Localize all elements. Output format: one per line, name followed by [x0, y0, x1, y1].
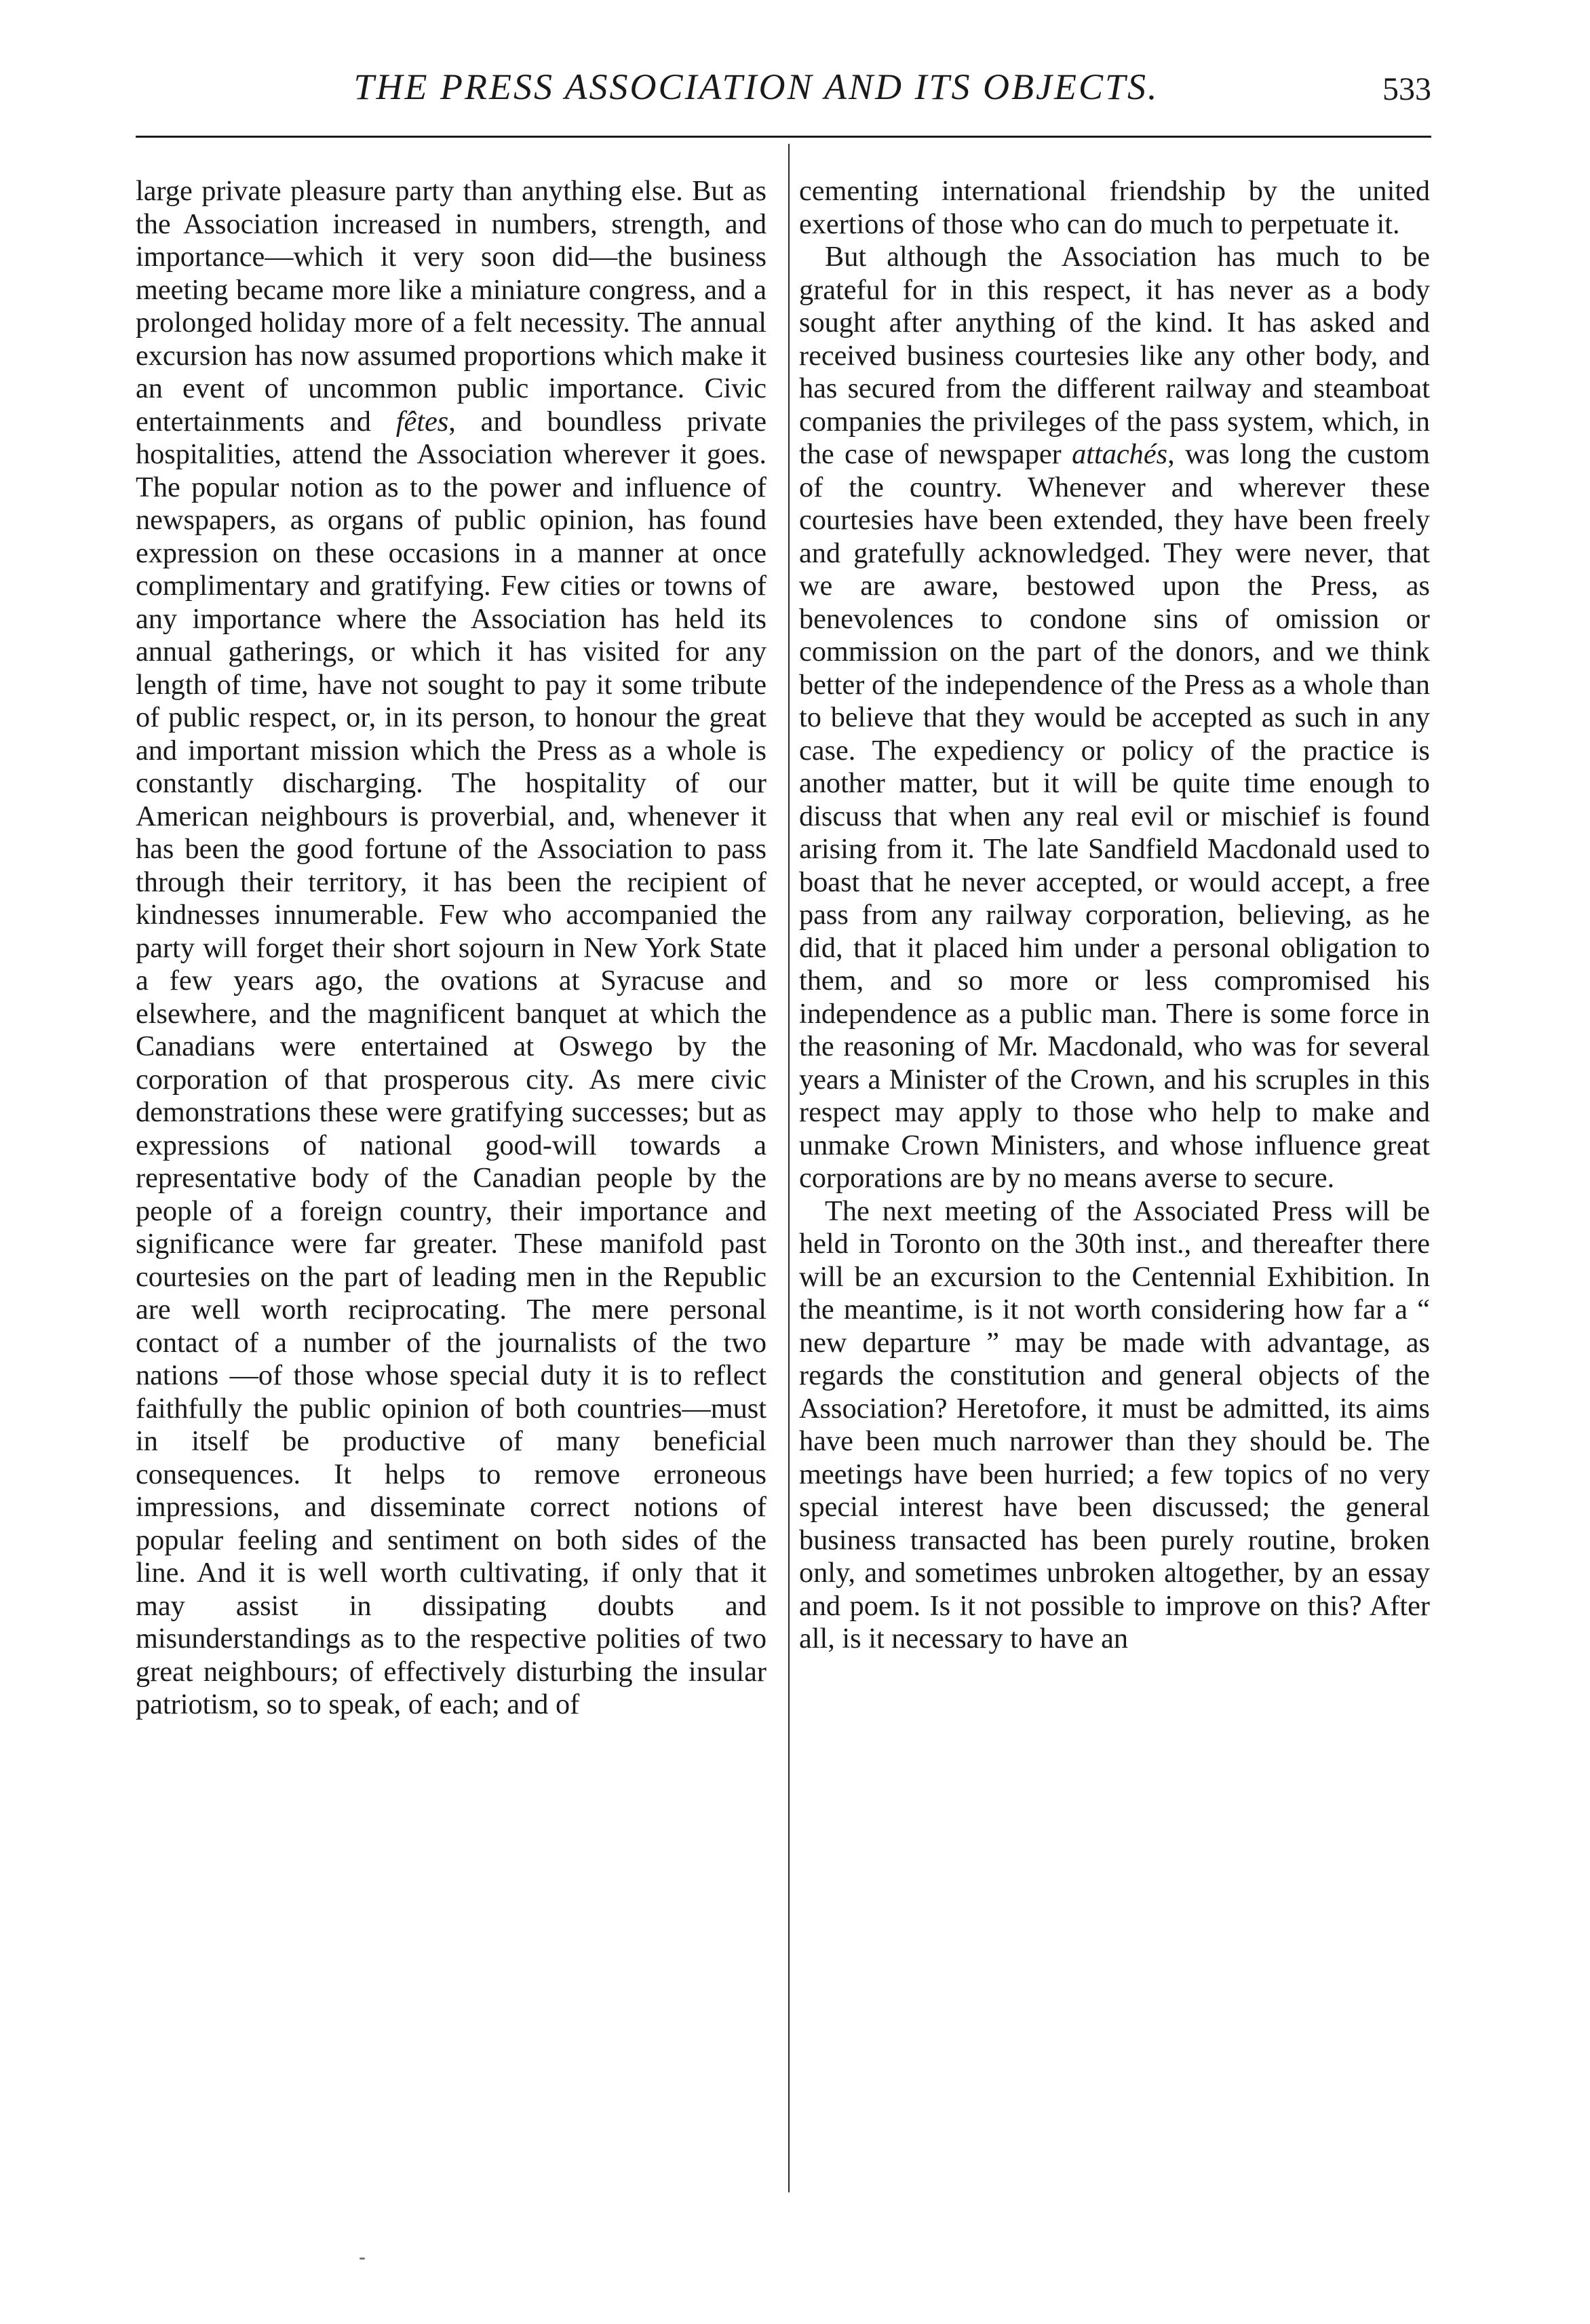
right-paragraph-1: cementing international friendship by the united exertions of those who can do much to perpetuate it. [799, 175, 1430, 240]
header-rule [136, 136, 1431, 138]
right-paragraph-2 [799, 241, 1430, 1195]
column-divider [788, 144, 790, 2192]
print-speck [360, 2258, 365, 2260]
right-paragraph-3: The next meeting of the Associated Press will be held in Toronto on the 30th inst., and thereafter there will be an excursion to the Centennial Exhibition. In the meantime, is it not worth considering how far a “ new departure ” may be made with advantage, as regards the constitution and general objects of the Association? Heretofore, it must be admitted, its aims have been much narrower than they should be. The meetings have been hurried; a few topics of no very special interest have been discussed; the general business transacted has been purely routine, broken only, and sometimes unbroken altogether, by an essay and poem. Is it not possible to improve on this? After all, is it necessary to have an [799, 1195, 1430, 1654]
right-column [799, 175, 1430, 1656]
page-number: 533 [1382, 71, 1431, 107]
running-title: THE PRESS ASSOCIATION AND ITS OBJECTS. [353, 66, 1159, 107]
left-p1-text-a: large private pleasure party than anything else. But as the Association increased in numbers, strength, and importance—which it very soon did—the business meeting became more like a miniature congress, and a prolonged holiday more of a felt necessity. The annual excursion has now assumed proportions which make it an event of uncommon public importance. Civic entertainments and [136, 175, 767, 438]
left-column [136, 175, 767, 1722]
left-p1-italic: fêtes [395, 405, 449, 438]
right-p2-text-a: But although the Association has much to be grateful for in this respect, it has never as a body sought after anything of the kind. It has asked and received business courtesies like any other body, and has secured from the different railway and steamboat companies the privileges of the pass system, which, in the case of newspaper [799, 241, 1430, 470]
left-p1-text-b: , and boundless private hospitalities, attend the Association wherever it goes. The popular notion as to the power and influence of newspapers, as organs of public opinion, has found expression on these occasions in a manner at once complimentary and gratifying. Few cities or towns of any importance where the Association has held its annual gatherings, or which it has visited for any length of time, have not sought to pay it some tribute of public respect, or, in its person, to honour the great and important mission which the Press as a whole is constantly discharging. The hospitality of our American neighbours is proverbial, and, whenever it has been the good fortune of the Association to pass through their territory, it has been the recipient of kindnesses innumerable. Few who accompanied the party will forget their short sojourn in New York State a few years ago, the ovations at Syracuse and elsewhere, and the magnificent banquet at which the Canadians were entertained at Oswego by the corporation of that prosperous city. As mere civic demonstrations these were gratifying successes; but as expressions of national good-will towards a representative body of the Canadian people by the people of a foreign country, their importance and significance were far greater. These manifold past courtesies on the part of leading men in the Republic are well worth reciprocating. The mere personal contact of a number of the journalists of the two nations —of those whose special duty it is to reflect faithfully the public opinion of both countries—must in itself be productive of many beneficial consequences. It helps to remove erroneous impressions, and disseminate correct notions of popular feeling and sentiment on both sides of the line. And it is well worth cultivating, if only that it may assist in dissipating doubts and misunderstandings as to the respective polities of two great neighbours; of effectively disturbing the insular patriotism, so to speak, of each; and of [136, 405, 767, 1720]
left-paragraph-1 [136, 175, 767, 1722]
right-p2-text-b: , was long the custom of the country. Whenever and wherever these courtesies have been extended, they have been freely and gratefully acknowledged. They were never, that we are aware, bestowed upon the Press, as benevolences to condone sins of omission or commission on the part of the donors, and we think better of the independence of the Press as a whole than to believe that they would be accepted as such in any case. The expediency or policy of the practice is another matter, but it will be quite time enough to discuss that when any real evil or mischief is found arising from it. The late Sandfield Macdonald used to boast that he never accepted, or would accept, a free pass from any railway corporation, believing, as he did, that it placed him under a personal obligation to them, and so more or less compromised his independence as a public man. There is some force in the reasoning of Mr. Macdonald, who was for several years a Minister of the Crown, and his scruples in this respect may apply to those who help to make and unmake Crown Ministers, and whose influence great corporations are by no means averse to secure. [799, 438, 1431, 1194]
running-head [136, 65, 1431, 126]
right-p2-italic: attachés [1072, 438, 1168, 470]
